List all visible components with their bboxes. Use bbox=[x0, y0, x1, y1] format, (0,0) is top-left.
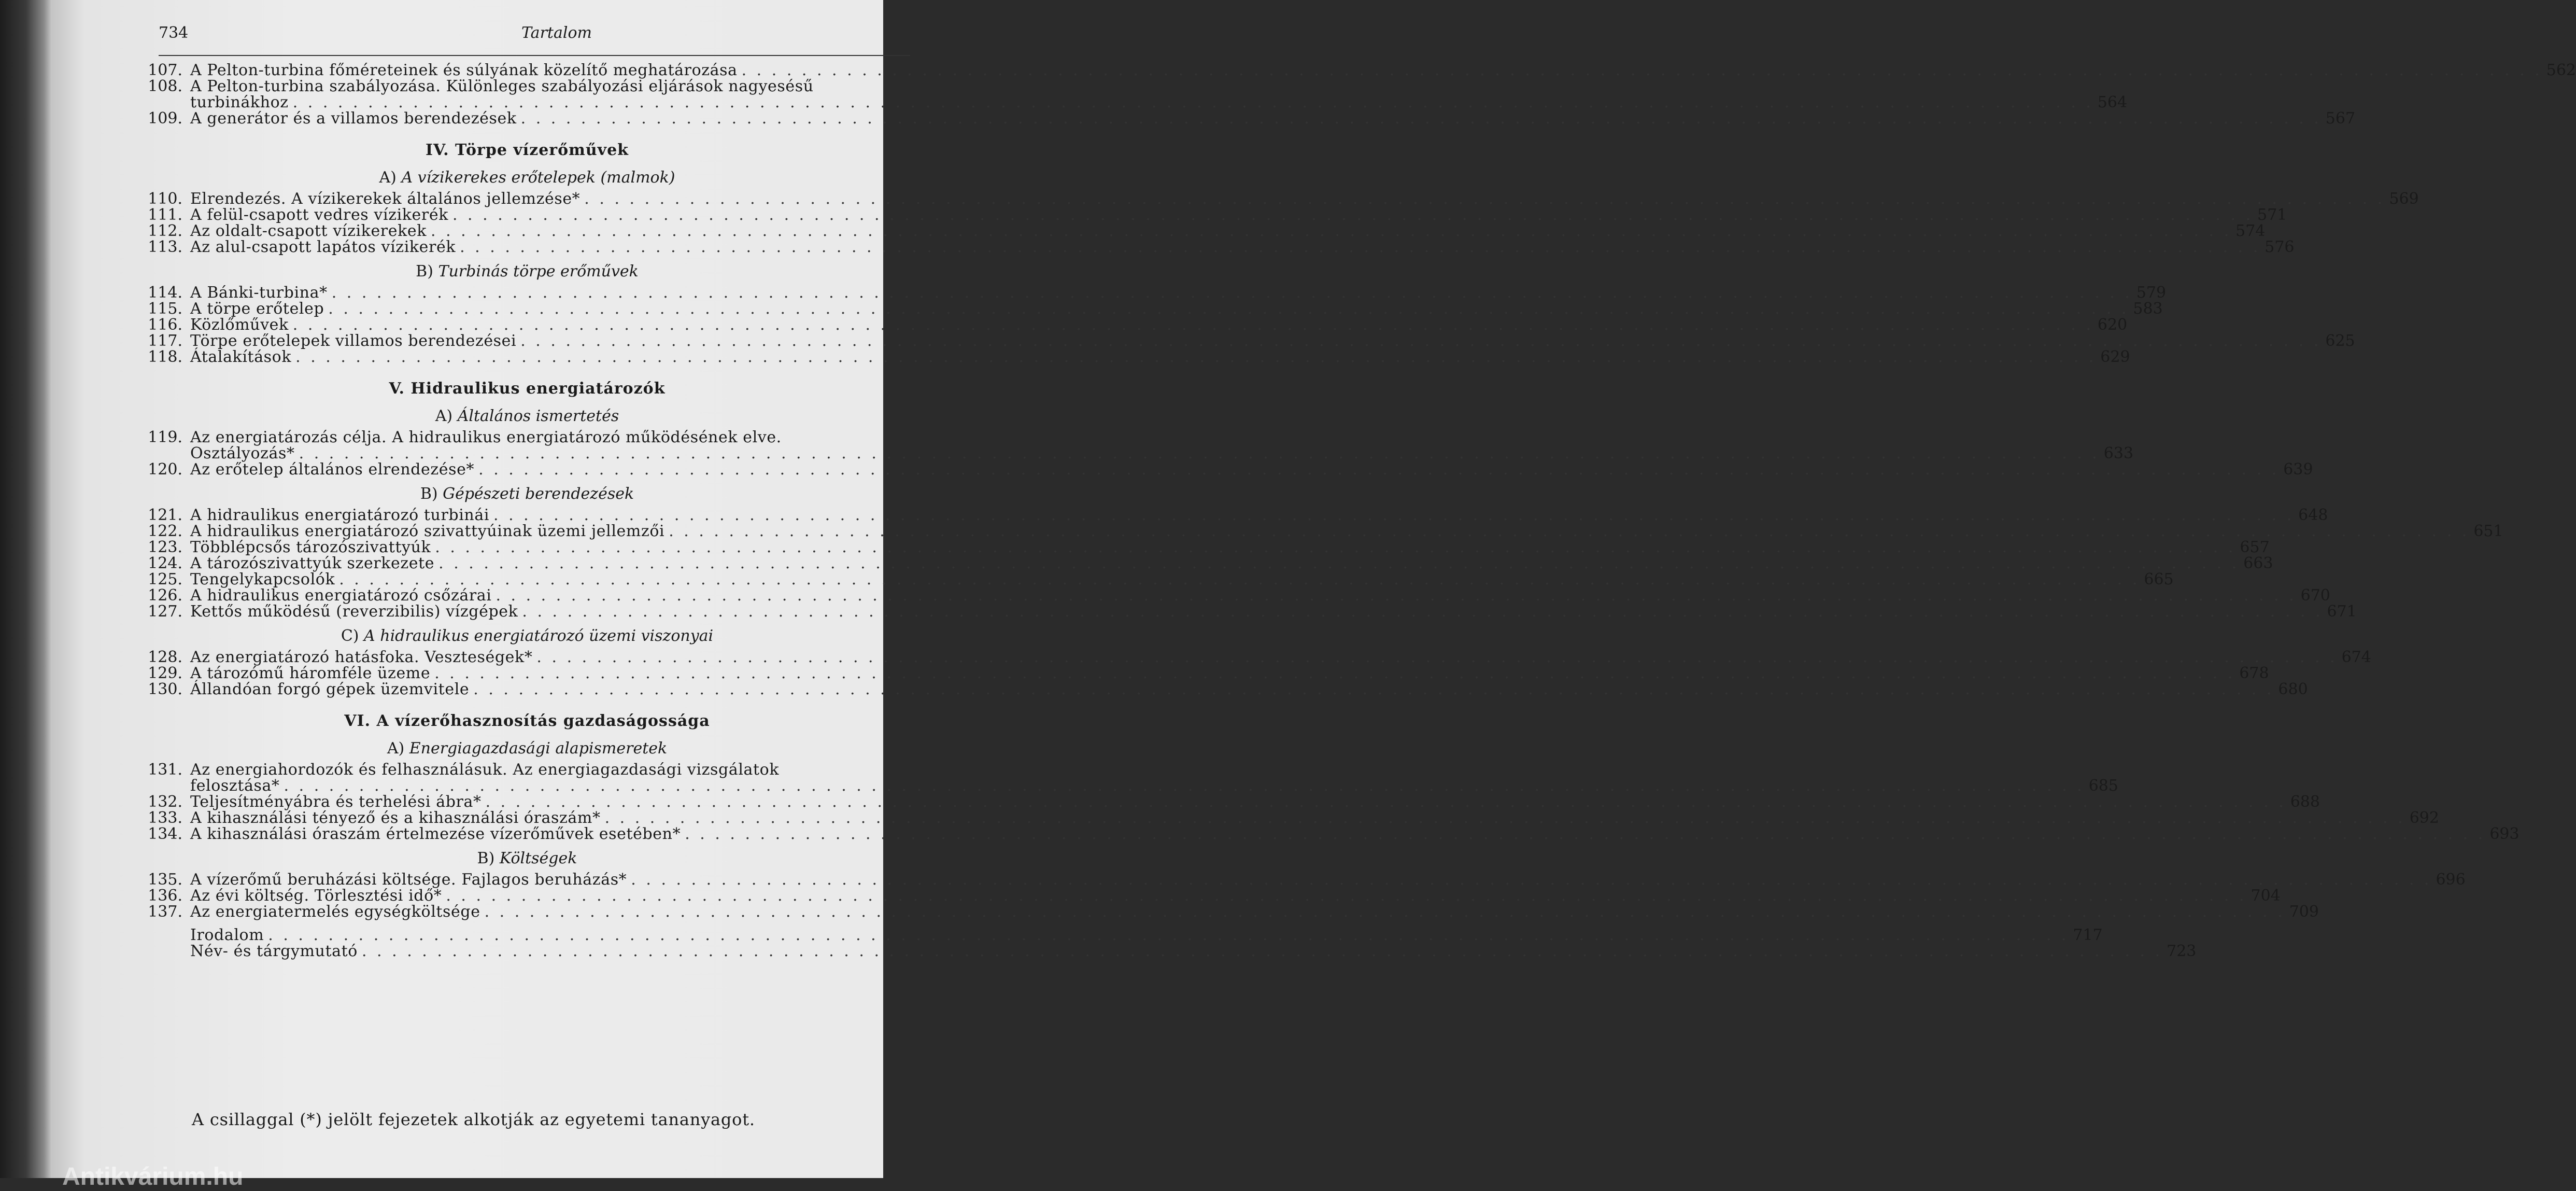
section-letter: A) bbox=[379, 169, 397, 187]
toc-leader-dots: . . . . . . . . . . . . . . . . . . . . . . . . . . . . . . . . . . . . . . . . . . . . . . . . . . . . . . . . . . . . . . . . . . . . . . . . . . . . . . . . . . . . . . . . . . . . . . . . . . . . . . . . . . . . . . . . . . . . . . . . bbox=[435, 538, 2236, 556]
toc-leader-dots: . . . . . . . . . . . . . . . . . . . . . . . . . . . . . . . . . . . . . . . . . . . . . . . . . . . . . . . . . . . . . . . . . . . . . . . . . . . . . . . . . . . . . . . . . . . . . . . . . . . . . . . . . . . . . . . . . . . . . . . . bbox=[520, 332, 2322, 350]
toc-entry-title: felosztása* bbox=[190, 777, 280, 795]
page-header bbox=[159, 24, 910, 56]
toc-entry-title: A Bánki-turbina* bbox=[190, 284, 328, 302]
toc-entry-page: 571 bbox=[2257, 206, 2287, 224]
toc-entry-title: Teljesítményábra és terhelési ábra* bbox=[190, 793, 482, 811]
toc-entry-number: 110. bbox=[148, 190, 182, 208]
book-spine-shadow bbox=[0, 0, 52, 1178]
toc-entry bbox=[141, 109, 2356, 128]
toc-entry-title: Állandóan forgó gépek üzemvitele bbox=[190, 680, 470, 698]
toc-entry-page: 648 bbox=[2298, 506, 2328, 524]
toc-leader-dots: . . . . . . . . . . . . . . . . . . . . . . . . . . . . . . . . . . . . . . . . . . . . . . . . . . . . . . . . . . . . . . . . . . . . . . . . . . . . . . . . . . . . . . . . . . . . . . . . . . . . . . . . . . . . . . . . . . . . . . . . bbox=[484, 903, 2285, 921]
toc-group-6a bbox=[141, 761, 2520, 843]
toc-entry-number: 129. bbox=[148, 664, 182, 682]
toc-leader-dots: . . . . . . . . . . . . . . . . . . . . . . . . . . . . . . . . . . . . . . . . . . . . . . . . . . . . . . . . . . . . . . . . . . . . . . . . . . . . . . . . . . . . . . . . . . . . . . . . . . . . . . . . . . . . . . . . . . . . . . . . bbox=[685, 825, 2486, 843]
section-title-4b bbox=[141, 262, 913, 281]
toc-entry-page: 680 bbox=[2278, 680, 2308, 698]
toc-entry-title: Törpe erőtelepek villamos berendezései bbox=[190, 332, 517, 350]
toc-entry bbox=[141, 538, 2270, 556]
toc-group-5b bbox=[141, 506, 2503, 621]
toc-entry-number: 116. bbox=[148, 316, 182, 334]
toc-entry bbox=[141, 190, 2419, 208]
toc-entry-number: 122. bbox=[148, 522, 182, 540]
toc-entry bbox=[141, 680, 2308, 698]
toc-entry bbox=[141, 61, 2576, 79]
toc-leader-dots: . . . . . . . . . . . . . . . . . . . . . . . . . . . . . . . . . . . . . . . . . . . . . . . . . . . . . . . . . . . . . . . . . . . . . . . . . . . . . . . . . . . . . . . . . . . . . . . . . . . . . . . . . . . . . . . . . . . . . . . . bbox=[478, 460, 2280, 479]
section-name: Általános ismertetés bbox=[457, 407, 619, 425]
toc-entry-number: 137. bbox=[148, 903, 182, 921]
toc-group-top bbox=[141, 61, 2576, 128]
toc-entry bbox=[141, 316, 2128, 334]
toc-entry bbox=[141, 809, 2439, 827]
toc-entry-title: A tározószivattyúk szerkezete bbox=[190, 554, 435, 572]
section-title-5c bbox=[141, 627, 913, 645]
toc-entry-title: A felül-csapott vedres vízikerék bbox=[190, 206, 448, 224]
toc-leader-dots: . . . . . . . . . . . . . . . . . . . . . . . . . . . . . . . . . . . . . . . . . . . . . . . . . . . . . . . . . . . . . . . . . . . . . . . . . . . . . . . . . . . . . . . . . . . . . . . . . . . . . . . . . . . . . . . . . . . . . . . . bbox=[485, 793, 2286, 811]
toc-group-6b bbox=[141, 871, 2466, 921]
toc-entry bbox=[141, 506, 2328, 524]
toc-leader-dots: . . . . . . . . . . . . . . . . . . . . . . . . . . . . . . . . . . . . . . . . . . . . . . . . . . . . . . . . . . . . . . . . . . . . . . . . . . . . . . . . . . . . . . . . . . . . . . . . . . . . . . . . . . . . . . . . . . . . . . . . bbox=[339, 570, 2140, 589]
toc-leader-dots: . . . . . . . . . . . . . . . . . . . . . . . . . . . . . . . . . . . . . . . . . . . . . . . . . . . . . . . . . . . . . . . . . . . . . . . . . . . . . . . . . . . . . . . . . . . . . . . . . . . . . . . . . . . . . . . . . . . . . . . . bbox=[299, 444, 2100, 463]
toc-entry-page: 574 bbox=[2235, 222, 2266, 240]
toc-entry bbox=[141, 942, 2197, 960]
section-name: Gépészeti berendezések bbox=[443, 485, 634, 503]
toc-entry bbox=[141, 762, 913, 778]
toc-entry-title: Az energiatermelés egységköltsége bbox=[190, 903, 480, 921]
toc-group-5c bbox=[141, 648, 2371, 698]
toc-entry bbox=[141, 903, 2319, 921]
toc-entry-number: 136. bbox=[148, 887, 182, 905]
toc-entry-title: A Pelton-turbina szabályozása. Különleges szabályozási eljárások nagyesésű bbox=[190, 77, 814, 95]
section-letter: B) bbox=[416, 262, 433, 281]
toc-leader-dots: . . . . . . . . . . . . . . . . . . . . . . . . . . . . . . . . . . . . . . . . . . . . . . . . . . . . . . . . . . . . . . . . . . . . . . . . . . . . . . . . . . . . . . . . . . . . . . . . . . . . . . . . . . . . . . . . . . . . . . . . bbox=[604, 809, 2405, 827]
toc-leader-dots: . . . . . . . . . . . . . . . . . . . . . . . . . . . . . . . . . . . . . . . . . . . . . . . . . . . . . . . . . . . . . . . . . . . . . . . . . . . . . . . . . . . . . . . . . . . . . . . . . . . . . . . . . . . . . . . . . . . . . . . . bbox=[741, 61, 2542, 79]
toc-entry-page: 723 bbox=[2167, 942, 2197, 960]
section-name: Energiagazdasági alapismeretek bbox=[409, 739, 668, 758]
toc-leader-dots: . . . . . . . . . . . . . . . . . . . . . . . . . . . . . . . . . . . . . . . . . . . . . . . . . . . . . . . . . . . . . . . . . . . . . . . . . . . . . . . . . . . . . . . . . . . . . . . . . . . . . . . . . . . . . . . . . . . . . . . . bbox=[631, 871, 2432, 889]
toc-entry bbox=[141, 284, 2167, 302]
toc-entry bbox=[141, 554, 2273, 572]
toc-entry-page: 569 bbox=[2389, 190, 2419, 208]
toc-entry-page: 583 bbox=[2133, 300, 2163, 318]
toc-entry-title: Átalakítások bbox=[190, 348, 292, 366]
toc-entry-number: 119. bbox=[148, 428, 182, 446]
toc-leader-dots: . . . . . . . . . . . . . . . . . . . . . . . . . . . . . . . . . . . . . . . . . . . . . . . . . . . . . . . . . . . . . . . . . . . . . . . . . . . . . . . . . . . . . . . . . . . . . . . . . . . . . . . . . . . . . . . . . . . . . . . . bbox=[536, 648, 2338, 666]
toc-entry bbox=[141, 206, 2287, 224]
toc-entry bbox=[141, 93, 2128, 111]
section-letter: B) bbox=[477, 849, 495, 867]
section-letter: C) bbox=[341, 627, 359, 645]
toc-leader-dots: . . . . . . . . . . . . . . . . . . . . . . . . . . . . . . . . . . . . . . . . . . . . . . . . . . . . . . . . . . . . . . . . . . . . . . . . . . . . . . . . . . . . . . . . . . . . . . . . . . . . . . . . . . . . . . . . . . . . . . . . bbox=[473, 680, 2274, 698]
toc-entry bbox=[141, 460, 2313, 479]
toc-entry-page: 696 bbox=[2436, 871, 2466, 889]
book-page bbox=[52, 0, 2576, 1178]
toc-entry-title: Az alul-csapott lapátos vízikerék bbox=[190, 238, 456, 256]
toc-entry-page: 651 bbox=[2473, 522, 2503, 540]
toc-entry-page: 674 bbox=[2341, 648, 2371, 666]
toc-entry-title: Irodalom bbox=[190, 926, 264, 944]
section-name: A hidraulikus energiatározó üzemi viszonyai bbox=[364, 627, 714, 645]
toc-entry-page: 671 bbox=[2327, 602, 2357, 621]
toc-entry-page: 567 bbox=[2325, 109, 2356, 128]
toc-entry-number: 135. bbox=[148, 871, 182, 889]
toc-entry bbox=[141, 570, 2174, 589]
toc-entry bbox=[141, 871, 2466, 889]
toc-entry-title: Az energiahordozók és felhasználásuk. Az energiagazdasági vizsgálatok bbox=[190, 761, 780, 779]
toc-entry-number: 118. bbox=[148, 348, 182, 366]
toc-leader-dots: . . . . . . . . . . . . . . . . . . . . . . . . . . . . . . . . . . . . . . . . . . . . . . . . . . . . . . . . . . . . . . . . . . . . . . . . . . . . . . . . . . . . . . . . . . . . . . . . . . . . . . . . . . . . . . . . . . . . . . . . bbox=[431, 222, 2232, 240]
running-title: Tartalom bbox=[521, 24, 592, 42]
toc-entry-title: A kihasználási tényező és a kihasználási óraszám* bbox=[190, 809, 601, 827]
part-title-6: VI. A vízerőhasznosítás gazdaságossága bbox=[344, 712, 710, 730]
toc-entry bbox=[141, 522, 2503, 540]
toc-entry bbox=[141, 429, 913, 445]
toc-entry-number: 117. bbox=[148, 332, 182, 350]
toc-entry-title: A kihasználási óraszám értelmezése vízerőművek esetében* bbox=[190, 825, 681, 843]
toc-entry-number: 127. bbox=[148, 602, 182, 621]
toc-entry-number: 126. bbox=[148, 586, 182, 605]
toc-leader-dots: . . . . . . . . . . . . . . . . . . . . . . . . . . . . . . . . . . . . . . . . . . . . . . . . . . . . . . . . . . . . . . . . . . . . . . . . . . . . . . . . . . . . . . . . . . . . . . . . . . . . . . . . . . . . . . . . . . . . . . . . bbox=[452, 206, 2254, 224]
part-title-4: IV. Törpe vízerőművek bbox=[426, 141, 629, 159]
toc-entry-title: A hidraulikus energiatározó turbinái bbox=[190, 506, 490, 524]
toc-entry-page: 629 bbox=[2100, 348, 2130, 366]
toc-entry-number: 107. bbox=[148, 61, 182, 79]
toc-leader-dots: . . . . . . . . . . . . . . . . . . . . . . . . . . . . . . . . . . . . . . . . . . . . . . . . . . . . . . . . . . . . . . . . . . . . . . . . . . . . . . . . . . . . . . . . . . . . . . . . . . . . . . . . . . . . . . . . . . . . . . . . bbox=[669, 522, 2470, 540]
toc-entry-title: Tengelykapcsolók bbox=[190, 570, 335, 589]
toc-entry bbox=[141, 300, 2163, 318]
toc-entry bbox=[141, 825, 2520, 843]
toc-entry bbox=[141, 648, 2371, 666]
part-title-5: V. Hidraulikus energiatározók bbox=[389, 380, 666, 398]
toc-leader-dots: . . . . . . . . . . . . . . . . . . . . . . . . . . . . . . . . . . . . . . . . . . . . . . . . . . . . . . . . . . . . . . . . . . . . . . . . . . . . . . . . . . . . . . . . . . . . . . . . . . . . . . . . . . . . . . . . . . . . . . . . bbox=[295, 348, 2097, 366]
section-letter: A) bbox=[387, 739, 405, 758]
toc-entry-number: 123. bbox=[148, 538, 182, 556]
toc-group-4a bbox=[141, 190, 2419, 256]
toc-entry-title: A hidraulikus energiatározó szivattyúinak üzemi jellemzői bbox=[190, 522, 665, 540]
toc-entry-number: 133. bbox=[148, 809, 182, 827]
toc-entry-number: 111. bbox=[148, 206, 182, 224]
section-title-6b bbox=[141, 849, 913, 867]
toc-entry-number: 134. bbox=[148, 825, 182, 843]
toc-entry-number: 121. bbox=[148, 506, 182, 524]
toc-entry-title: Kettős működésű (reverzibilis) vízgépek bbox=[190, 602, 518, 621]
toc-leader-dots: . . . . . . . . . . . . . . . . . . . . . . . . . . . . . . . . . . . . . . . . . . . . . . . . . . . . . . . . . . . . . . . . . . . . . . . . . . . . . . . . . . . . . . . . . . . . . . . . . . . . . . . . . . . . . . . . . . . . . . . . bbox=[438, 554, 2240, 572]
toc-entry bbox=[141, 793, 2320, 811]
toc-leader-dots: . . . . . . . . . . . . . . . . . . . . . . . . . . . . . . . . . . . . . . . . . . . . . . . . . . . . . . . . . . . . . . . . . . . . . . . . . . . . . . . . . . . . . . . . . . . . . . . . . . . . . . . . . . . . . . . . . . . . . . . . bbox=[460, 238, 2261, 256]
section-letter: A) bbox=[435, 407, 453, 425]
toc-entry-number: 113. bbox=[148, 238, 182, 256]
toc-entry-title: A hidraulikus energiatározó csőzárai bbox=[190, 586, 492, 605]
section-name: Turbinás törpe erőművek bbox=[438, 262, 639, 281]
toc-entry-number: 131. bbox=[148, 761, 182, 779]
toc-entry-number: 132. bbox=[148, 793, 182, 811]
toc-entry bbox=[141, 238, 2295, 256]
watermark: Antikvárium.hu bbox=[62, 1163, 244, 1190]
toc-entry-page: 639 bbox=[2283, 460, 2313, 479]
toc-entry bbox=[141, 887, 2281, 905]
toc-leader-dots: . . . . . . . . . . . . . . . . . . . . . . . . . . . . . . . . . . . . . . . . . . . . . . . . . . . . . . . . . . . . . . . . . . . . . . . . . . . . . . . . . . . . . . . . . . . . . . . . . . . . . . . . . . . . . . . . . . . . . . . . bbox=[493, 506, 2295, 524]
toc-entry-number: 125. bbox=[148, 570, 182, 589]
toc-entry bbox=[141, 78, 913, 94]
toc-entry-page: 625 bbox=[2325, 332, 2355, 350]
toc-leader-dots: . . . . . . . . . . . . . . . . . . . . . . . . . . . . . . . . . . . . . . . . . . . . . . . . . . . . . . . . . . . . . . . . . . . . . . . . . . . . . . . . . . . . . . . . . . . . . . . . . . . . . . . . . . . . . . . . . . . . . . . . bbox=[328, 300, 2129, 318]
toc-entry-page: 657 bbox=[2240, 538, 2270, 556]
toc-entry-page: 717 bbox=[2073, 926, 2103, 944]
toc-entry-title: Az energiatározás célja. A hidraulikus energiatározó működésének elve. bbox=[190, 428, 782, 446]
toc-leader-dots: . . . . . . . . . . . . . . . . . . . . . . . . . . . . . . . . . . . . . . . . . . . . . . . . . . . . . . . . . . . . . . . . . . . . . . . . . . . . . . . . . . . . . . . . . . . . . . . . . . . . . . . . . . . . . . . . . . . . . . . . bbox=[292, 93, 2093, 111]
toc-entry-title: Elrendezés. A vízikerekek általános jellemzése* bbox=[190, 190, 581, 208]
toc-entry-title: Név- és tárgymutató bbox=[190, 942, 358, 960]
toc-entry bbox=[141, 444, 2134, 463]
toc-entry-title: turbinákhoz bbox=[190, 93, 289, 111]
toc-entry-page: 670 bbox=[2300, 586, 2330, 605]
toc-group-back-matter bbox=[141, 926, 2197, 960]
toc-entry-page: 692 bbox=[2409, 809, 2439, 827]
toc-group-4b bbox=[141, 284, 2355, 366]
toc-entry-number: 108. bbox=[148, 77, 182, 95]
toc-leader-dots: . . . . . . . . . . . . . . . . . . . . . . . . . . . . . . . . . . . . . . . . . . . . . . . . . . . . . . . . . . . . . . . . . . . . . . . . . . . . . . . . . . . . . . . . . . . . . . . . . . . . . . . . . . . . . . . . . . . . . . . . bbox=[496, 586, 2297, 605]
toc-entry-title: Az évi költség. Törlesztési idő* bbox=[190, 887, 442, 905]
toc-entry bbox=[141, 332, 2355, 350]
toc-entry-page: 709 bbox=[2289, 903, 2319, 921]
toc-entry-page: 633 bbox=[2103, 444, 2134, 463]
toc-entry-page: 693 bbox=[2489, 825, 2520, 843]
toc-entry-page: 678 bbox=[2239, 664, 2269, 682]
toc-leader-dots: . . . . . . . . . . . . . . . . . . . . . . . . . . . . . . . . . . . . . . . . . . . . . . . . . . . . . . . . . . . . . . . . . . . . . . . . . . . . . . . . . . . . . . . . . . . . . . . . . . . . . . . . . . . . . . . . . . . . . . . . bbox=[522, 602, 2323, 621]
toc-entry bbox=[141, 777, 2118, 795]
toc-leader-dots: . . . . . . . . . . . . . . . . . . . . . . . . . . . . . . . . . . . . . . . . . . . . . . . . . . . . . . . . . . . . . . . . . . . . . . . . . . . . . . . . . . . . . . . . . . . . . . . . . . . . . . . . . . . . . . . . . . . . . . . . bbox=[292, 316, 2093, 334]
toc-entry-title: Közlőművek bbox=[190, 316, 289, 334]
toc-entry-page: 704 bbox=[2251, 887, 2281, 905]
toc-entry-title: Többlépcsős tározószivattyúk bbox=[190, 538, 431, 556]
toc-entry-page: 562 bbox=[2546, 61, 2576, 79]
toc-entry-page: 564 bbox=[2097, 93, 2128, 111]
toc-entry-title: A törpe erőtelep bbox=[190, 300, 324, 318]
toc-entry-number: 115. bbox=[148, 300, 182, 318]
toc-entry-page: 685 bbox=[2088, 777, 2118, 795]
toc-entry-title: Az energiatározó hatásfoka. Veszteségek* bbox=[190, 648, 533, 666]
section-title-6a bbox=[141, 739, 913, 758]
toc-entry bbox=[141, 348, 2130, 366]
section-letter: B) bbox=[420, 485, 438, 503]
toc-entry-title: A vízerőmű beruházási költsége. Fajlagos beruházás* bbox=[190, 871, 627, 889]
section-title-5b bbox=[141, 485, 913, 503]
toc-entry-page: 576 bbox=[2264, 238, 2295, 256]
toc-entry-page: 620 bbox=[2097, 316, 2128, 334]
toc-entry bbox=[141, 926, 2103, 944]
toc-entry-title: A tározómű háromféle üzeme bbox=[190, 664, 431, 682]
toc-entry-title: Az erőtelep általános elrendezése* bbox=[190, 460, 475, 479]
toc-entry-page: 665 bbox=[2144, 570, 2174, 589]
section-title-4a bbox=[141, 169, 913, 187]
toc-leader-dots: . . . . . . . . . . . . . . . . . . . . . . . . . . . . . . . . . . . . . . . . . . . . . . . . . . . . . . . . . . . . . . . . . . . . . . . . . . . . . . . . . . . . . . . . . . . . . . . . . . . . . . . . . . . . . . . . . . . . . . . . bbox=[446, 887, 2247, 905]
toc-entry-number: 120. bbox=[148, 460, 182, 479]
section-title-5a bbox=[141, 407, 913, 425]
toc-entry bbox=[141, 586, 2330, 605]
toc-entry-number: 128. bbox=[148, 648, 182, 666]
section-name: Költségek bbox=[499, 849, 577, 867]
toc-entry-page: 688 bbox=[2290, 793, 2320, 811]
toc-leader-dots: . . . . . . . . . . . . . . . . . . . . . . . . . . . . . . . . . . . . . . . . . . . . . . . . . . . . . . . . . . . . . . . . . . . . . . . . . . . . . . . . . . . . . . . . . . . . . . . . . . . . . . . . . . . . . . . . . . . . . . . . bbox=[434, 664, 2235, 682]
toc-entry-page: 579 bbox=[2136, 284, 2167, 302]
toc-entry-number: 109. bbox=[148, 109, 182, 128]
toc-entry-number: 114. bbox=[148, 284, 182, 302]
toc-entry-number: 124. bbox=[148, 554, 182, 572]
toc-entry-number: 112. bbox=[148, 222, 182, 240]
toc-entry-title: Osztályozás* bbox=[190, 444, 295, 463]
toc-leader-dots: . . . . . . . . . . . . . . . . . . . . . . . . . . . . . . . . . . . . . . . . . . . . . . . . . . . . . . . . . . . . . . . . . . . . . . . . . . . . . . . . . . . . . . . . . . . . . . . . . . . . . . . . . . . . . . . . . . . . . . . . bbox=[520, 109, 2322, 128]
table-of-contents bbox=[141, 61, 2576, 960]
toc-leader-dots: . . . . . . . . . . . . . . . . . . . . . . . . . . . . . . . . . . . . . . . . . . . . . . . . . . . . . . . . . . . . . . . . . . . . . . . . . . . . . . . . . . . . . . . . . . . . . . . . . . . . . . . . . . . . . . . . . . . . . . . . bbox=[584, 190, 2385, 208]
toc-leader-dots: . . . . . . . . . . . . . . . . . . . . . . . . . . . . . . . . . . . . . . . . . . . . . . . . . . . . . . . . . . . . . . . . . . . . . . . . . . . . . . . . . . . . . . . . . . . . . . . . . . . . . . . . . . . . . . . . . . . . . . . . bbox=[361, 942, 2163, 960]
toc-group-5a bbox=[141, 428, 2313, 479]
toc-leader-dots: . . . . . . . . . . . . . . . . . . . . . . . . . . . . . . . . . . . . . . . . . . . . . . . . . . . . . . . . . . . . . . . . . . . . . . . . . . . . . . . . . . . . . . . . . . . . . . . . . . . . . . . . . . . . . . . . . . . . . . . . bbox=[284, 777, 2085, 795]
toc-entry bbox=[141, 664, 2269, 682]
section-name: A vízikerekes erőtelepek (malmok) bbox=[401, 169, 675, 187]
toc-entry-number: 130. bbox=[148, 680, 182, 698]
toc-entry-page: 663 bbox=[2243, 554, 2273, 572]
toc-entry-title: Az oldalt-csapott vízikerekek bbox=[190, 222, 427, 240]
toc-entry bbox=[141, 602, 2357, 621]
toc-leader-dots: . . . . . . . . . . . . . . . . . . . . . . . . . . . . . . . . . . . . . . . . . . . . . . . . . . . . . . . . . . . . . . . . . . . . . . . . . . . . . . . . . . . . . . . . . . . . . . . . . . . . . . . . . . . . . . . . . . . . . . . . bbox=[331, 284, 2132, 302]
toc-leader-dots: . . . . . . . . . . . . . . . . . . . . . . . . . . . . . . . . . . . . . . . . . . . . . . . . . . . . . . . . . . . . . . . . . . . . . . . . . . . . . . . . . . . . . . . . . . . . . . . . . . . . . . . . . . . . . . . . . . . . . . . . bbox=[268, 926, 2069, 944]
footnote: A csillaggal (*) jelölt fejezetek alkotják az egyetemi tananyagot. bbox=[192, 1110, 755, 1129]
toc-entry-title: A generátor és a villamos berendezések bbox=[190, 109, 517, 128]
toc-entry-title: A Pelton-turbina főméreteinek és súlyának közelítő meghatározása bbox=[190, 61, 738, 79]
page-number: 734 bbox=[159, 24, 189, 42]
toc-entry bbox=[141, 222, 2266, 240]
